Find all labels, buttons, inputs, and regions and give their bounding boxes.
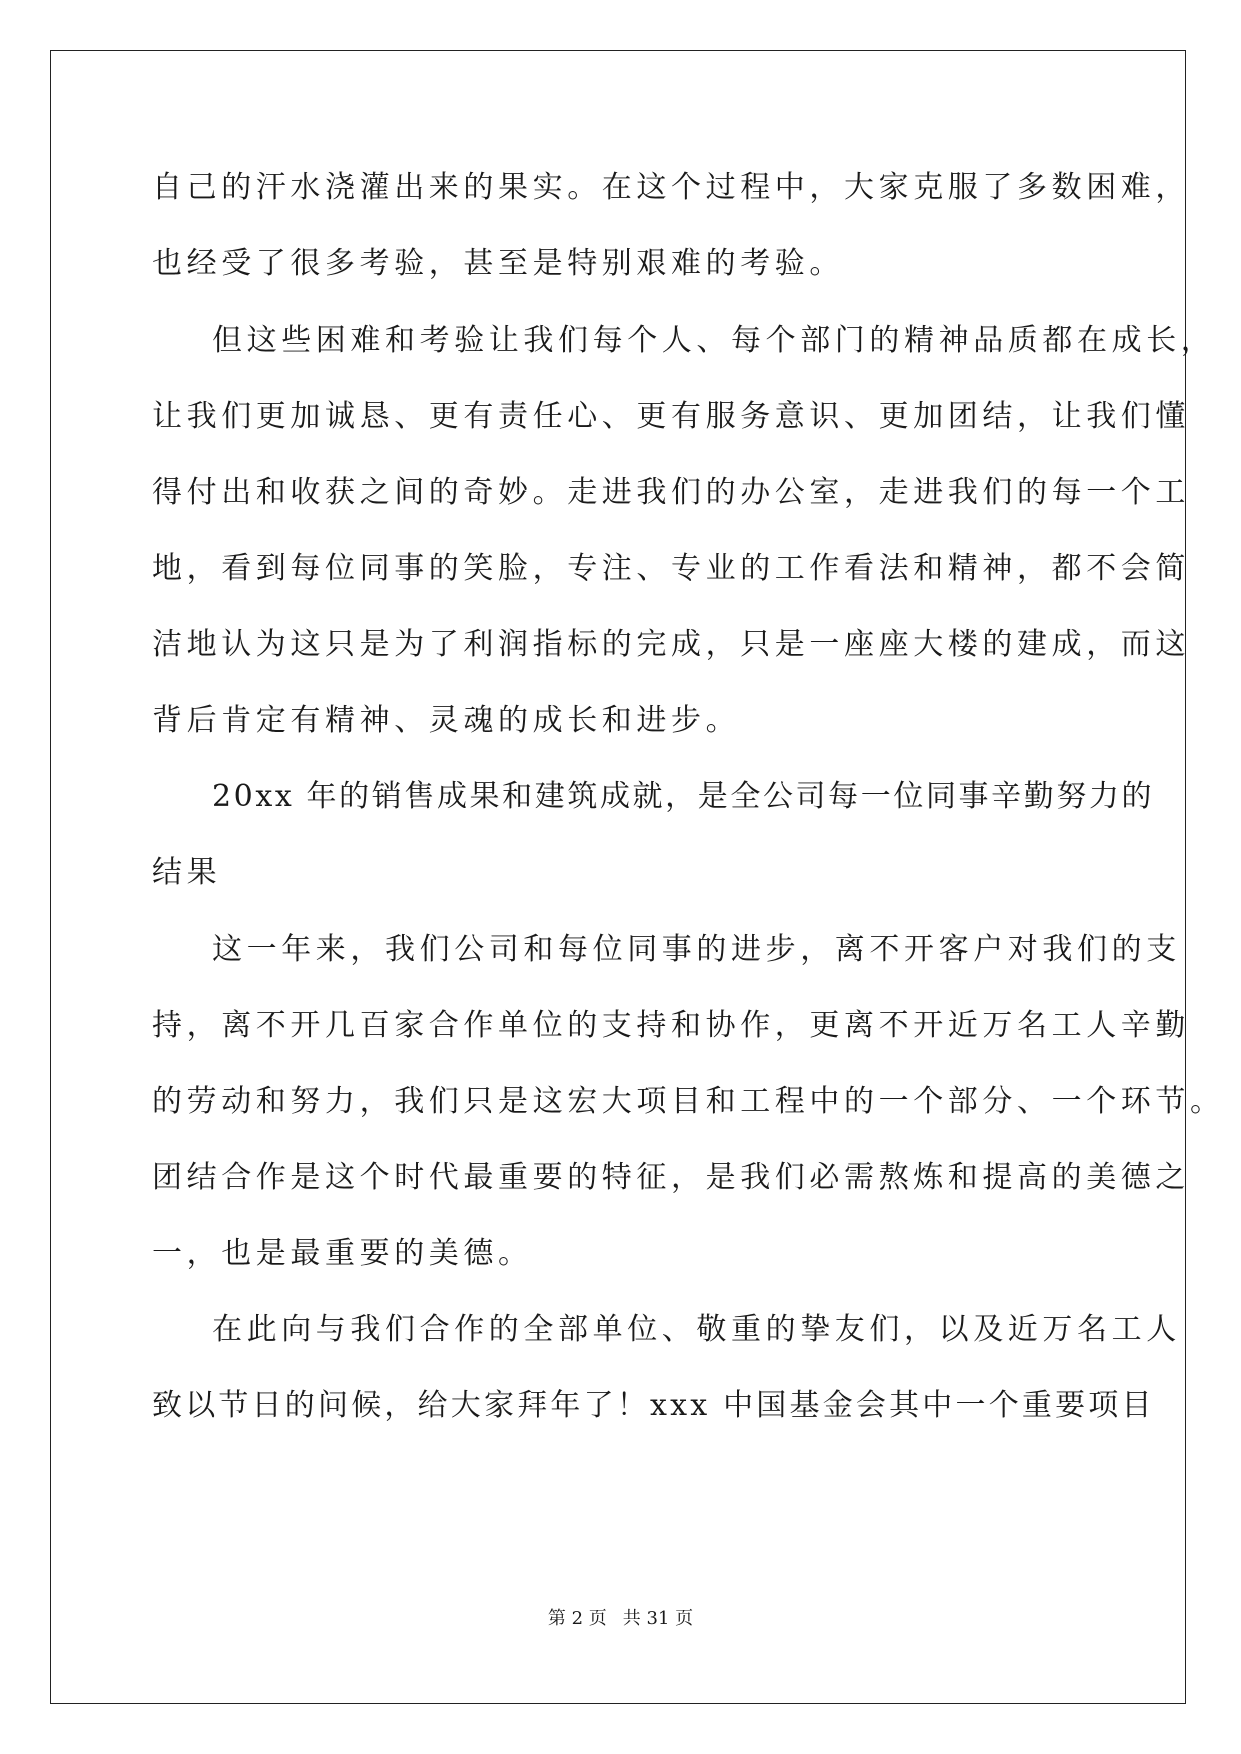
- text-line: 背后肯定有精神、灵魂的成长和进步。: [152, 703, 741, 738]
- page-number: 第 2 页: [547, 1608, 607, 1629]
- page-total: 共 31 页: [622, 1608, 694, 1629]
- text-line: 的劳动和努力，我们只是这宏大项目和工程中的一个部分、一个环节。: [152, 1084, 1225, 1119]
- text-line: 持，离不开几百家合作单位的支持和协作，更离不开近万名工人辛勤: [152, 1008, 1190, 1043]
- page-footer: [0, 1607, 1241, 1631]
- text-line: 一，也是最重要的美德。: [152, 1236, 533, 1271]
- text-line: 结果: [152, 855, 222, 890]
- text-line: 自己的汗水浇灌出来的果实。在这个过程中，大家克服了多数困难，: [152, 170, 1190, 205]
- text-line: 洁地认为这只是为了利润指标的完成，只是一座座大楼的建成，而这: [152, 627, 1190, 662]
- paragraph-start-line: 在此向与我们合作的全部单位、敬重的挚友们，以及近万名工人: [212, 1312, 1181, 1347]
- paragraph-start-line: 20xx 年的销售成果和建筑成就，是全公司每一位同事辛勤努力的: [212, 779, 1155, 814]
- text-line: 得付出和收获之间的奇妙。走进我们的办公室，走进我们的每一个工: [152, 475, 1190, 510]
- paragraph-start-line: 这一年来，我们公司和每位同事的进步，离不开客户对我们的支: [212, 932, 1181, 967]
- text-line: 团结合作是这个时代最重要的特征，是我们必需熬炼和提高的美德之: [152, 1160, 1190, 1195]
- text-line: 地，看到每位同事的笑脸，专注、专业的工作看法和精神，都不会简: [152, 551, 1190, 586]
- text-line: 让我们更加诚恳、更有责任心、更有服务意识、更加团结，让我们懂: [152, 399, 1190, 434]
- text-line: 也经受了很多考验，甚至是特别艰难的考验。: [152, 246, 844, 281]
- text-line: 致以节日的问候，给大家拜年了！xxx 中国基金会其中一个重要项目: [152, 1388, 1155, 1423]
- paragraph-start-line: 但这些困难和考验让我们每个人、每个部门的精神品质都在成长，: [212, 323, 1216, 358]
